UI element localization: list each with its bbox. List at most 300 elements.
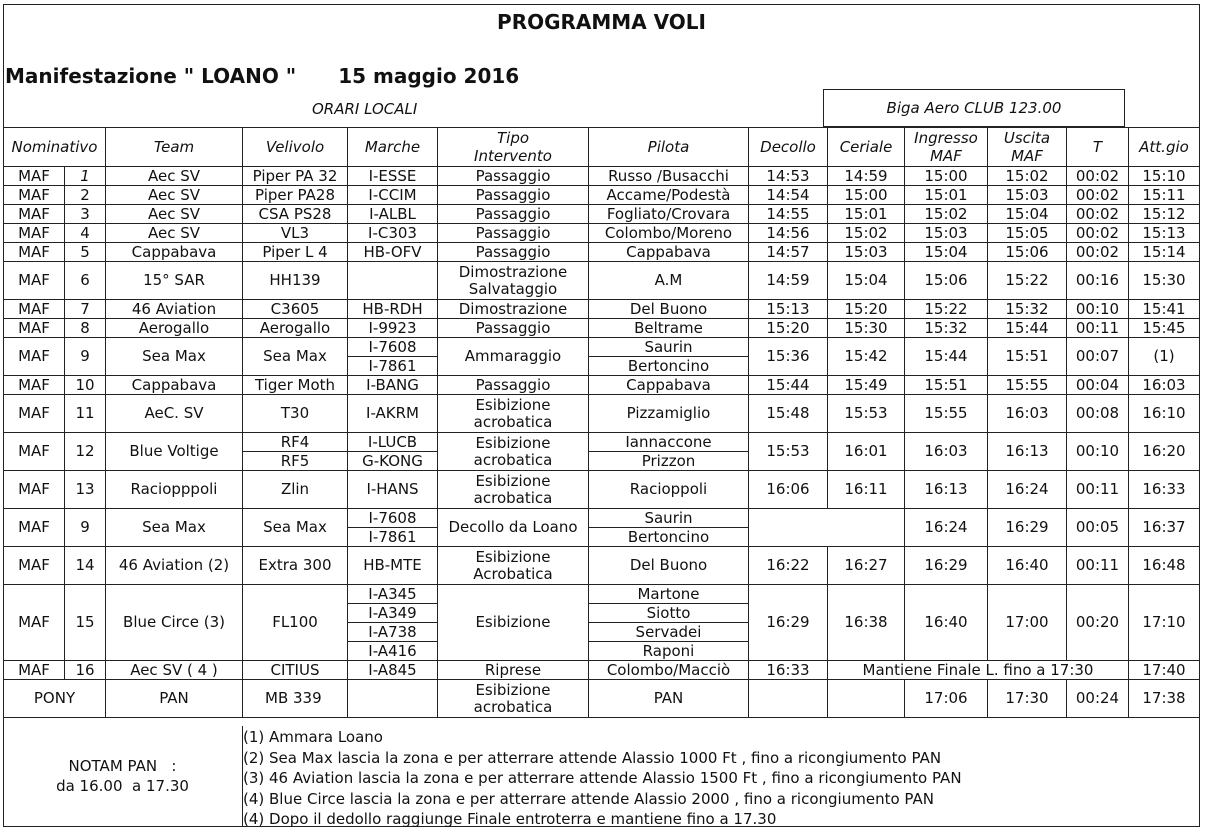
table-row [4,338,1200,357]
flight-programme-table [3,127,1200,718]
cell-team: Aec SV [106,205,243,224]
header-tipo [438,128,589,167]
cell-ingresso: 15:06 [905,262,988,300]
cell-velivolo: CSA PS28 [243,205,348,224]
cell-team: Aec SV [106,186,243,205]
cell-ingresso: 16:40 [905,585,988,661]
header-ingresso-line2: MAF [930,147,962,165]
notam-box [3,726,242,826]
cell-marche: I-ESSE [348,167,438,186]
cell-tipo-line1: Esibizione [475,433,551,452]
cell-ingresso: 15:22 [905,300,988,319]
cell-uscita: 15:06 [988,243,1067,262]
footnote: (1) Ammara Loano [243,728,383,746]
cell-decollo: 16:22 [749,547,828,585]
cell-marche: I-A738 [348,623,438,642]
cell-tipo [438,680,589,718]
cell-velivolo: Tiger Moth [243,376,348,395]
cell-decollo: 14:59 [749,262,828,300]
cell-ceriale: 15:49 [828,376,905,395]
table-row [4,661,1200,680]
cell-team: Raciopppoli [106,471,243,509]
cell-velivolo: MB 339 [243,680,348,718]
cell-marche: I-7608 [348,338,438,357]
header-tipo-line2: Intervento [474,147,552,165]
cell-number: 6 [65,262,106,300]
cell-tipo: Passaggio [438,224,589,243]
cell-number: 7 [65,300,106,319]
cell-marche: I-A349 [348,604,438,623]
table-row [4,262,1200,300]
cell-pilota: Bertoncino [589,357,749,376]
cell-nominativo: MAF [4,376,65,395]
cell-uscita: 15:05 [988,224,1067,243]
footnote: (4) Blue Circe lascia la zona e per atterrare attende Alassio 2000 , fino a ricongiumento PAN [243,789,934,808]
cell-marche: HB-RDH [348,300,438,319]
cell-marche: HB-MTE [348,547,438,585]
cell-attgio: 17:38 [1129,680,1200,718]
cell-tipo: Riprese [438,661,589,680]
cell-ceriale: 15:00 [828,186,905,205]
header-decollo: Decollo [749,128,828,167]
radio-frequency-box: Biga Aero CLUB 123.00 [823,89,1125,127]
cell-number: 13 [65,471,106,509]
cell-number: 8 [65,319,106,338]
cell-attgio: 15:30 [1129,262,1200,300]
cell-attgio: 16:48 [1129,547,1200,585]
cell-team: Aerogallo [106,319,243,338]
cell-decollo: 14:57 [749,243,828,262]
cell-number: 2 [65,186,106,205]
header-nominativo: Nominativo [4,128,106,167]
cell-decollo: 16:06 [749,471,828,509]
notam-line1: NOTAM PAN : [68,757,177,775]
cell-team: 46 Aviation (2) [106,547,243,585]
cell-marche: I-BANG [348,376,438,395]
cell-pilota: Prizzon [589,452,749,471]
cell-ingresso: 15:00 [905,167,988,186]
cell-ceriale: 15:01 [828,205,905,224]
cell-uscita: 15:51 [988,338,1067,376]
cell-velivolo: HH139 [243,262,348,300]
cell-team: Sea Max [106,509,243,547]
cell-t: 00:08 [1067,395,1129,433]
cell-pilota: Del Buono [589,300,749,319]
cell-tipo-line1: Esibizione [475,547,551,566]
cell-velivolo: FL100 [243,585,348,661]
cell-ceriale: 15:30 [828,319,905,338]
header-pilota: Pilota [589,128,749,167]
cell-tipo: Passaggio [438,243,589,262]
cell-tipo-line1: Esibizione [475,680,551,699]
cell-ingresso: 17:06 [905,680,988,718]
cell-tipo [438,471,589,509]
cell-team: Cappabava [106,376,243,395]
cell-nominativo: MAF [4,186,65,205]
cell-team: Blue Voltige [106,433,243,471]
cell-team: Aec SV [106,224,243,243]
cell-uscita: 16:03 [988,395,1067,433]
cell-velivolo: C3605 [243,300,348,319]
cell-velivolo: Piper PA28 [243,186,348,205]
cell-uscita: 17:00 [988,585,1067,661]
cell-tipo: Ammaraggio [438,338,589,376]
header-uscita-line1: Uscita [1003,129,1051,147]
cell-ingresso: 16:24 [905,509,988,547]
header-t: T [1067,128,1129,167]
notam-line2: da 16.00 a 17.30 [56,777,189,795]
cell-nominativo: MAF [4,395,65,433]
cell-ceriale: 15:53 [828,395,905,433]
cell-attgio: 15:41 [1129,300,1200,319]
cell-decollo: 14:53 [749,167,828,186]
cell-attgio: 16:33 [1129,471,1200,509]
cell-ingresso: 15:55 [905,395,988,433]
cell-pilota: Cappabava [589,243,749,262]
cell-tipo-line2: acrobatica [473,488,553,507]
cell-attgio: (1) [1129,338,1200,376]
cell-tipo [438,433,589,471]
cell-pilota: Colombo/Moreno [589,224,749,243]
cell-pilota: Bertoncino [589,528,749,547]
cell-pilota: A.M [589,262,749,300]
cell-team: 46 Aviation [106,300,243,319]
cell-marche: I-A345 [348,585,438,604]
table-row [4,205,1200,224]
cell-ingresso: 15:32 [905,319,988,338]
cell-marche: I-7861 [348,528,438,547]
table-header-row [4,128,1200,167]
cell-uscita: 15:04 [988,205,1067,224]
header-velivolo: Velivolo [243,128,348,167]
cell-t: 00:16 [1067,262,1129,300]
cell-marche [348,680,438,718]
cell-marche: HB-OFV [348,243,438,262]
cell-team: AeC. SV [106,395,243,433]
cell-marche: I-C303 [348,224,438,243]
cell-number: 5 [65,243,106,262]
event-date: 15 maggio 2016 [338,64,520,88]
cell-tipo: Passaggio [438,167,589,186]
cell-ceriale: 15:02 [828,224,905,243]
table-row [4,585,1200,604]
cell-tipo-line2: acrobatica [473,450,553,469]
cell-decollo: 16:29 [749,585,828,661]
cell-tipo-line2: acrobatica [473,697,553,716]
cell-velivolo: Extra 300 [243,547,348,585]
cell-attgio: 16:37 [1129,509,1200,547]
cell-uscita: 16:40 [988,547,1067,585]
header-ingresso-line1: Ingresso [914,129,978,147]
cell-velivolo: Piper L 4 [243,243,348,262]
cell-decollo: 15:48 [749,395,828,433]
cell-velivolo: Sea Max [243,338,348,376]
cell-ingresso: 16:29 [905,547,988,585]
cell-tipo: Passaggio [438,186,589,205]
local-times-label: ORARI LOCALI [312,100,418,118]
cell-pilota: Fogliato/Crovara [589,205,749,224]
cell-number: 4 [65,224,106,243]
cell-t: 00:02 [1067,167,1129,186]
cell-nominativo: MAF [4,471,65,509]
cell-tipo: Passaggio [438,376,589,395]
cell-pilota: Del Buono [589,547,749,585]
cell-uscita: 15:44 [988,319,1067,338]
cell-number: 9 [65,338,106,376]
cell-t: 00:11 [1067,547,1129,585]
cell-nominativo: MAF [4,243,65,262]
cell-marche: I-LUCB [348,433,438,452]
cell-nominativo: MAF [4,300,65,319]
cell-uscita: 15:22 [988,262,1067,300]
cell-velivolo: Piper PA 32 [243,167,348,186]
cell-attgio: 15:45 [1129,319,1200,338]
cell-marche: I-CCIM [348,186,438,205]
cell-decollo: 14:56 [749,224,828,243]
header-ingresso [905,128,988,167]
cell-nominativo: MAF [4,338,65,376]
cell-attgio: 16:20 [1129,433,1200,471]
cell-number: 1 [65,167,106,186]
cell-marche: I-ALBL [348,205,438,224]
cell-pilota: Martone [589,585,749,604]
table-row [4,319,1200,338]
cell-marche: I-AKRM [348,395,438,433]
cell-decollo: 15:13 [749,300,828,319]
cell-pilota: Cappabava [589,376,749,395]
cell-ingresso: 15:01 [905,186,988,205]
cell-tipo [438,547,589,585]
table-row [4,376,1200,395]
cell-attgio: 15:12 [1129,205,1200,224]
table-row [4,509,1200,528]
cell-decollo: 15:53 [749,433,828,471]
cell-pilota: Saurin [589,338,749,357]
header-ceriale: Ceriale [828,128,905,167]
cell-note: Mantiene Finale L. fino a 17:30 [828,661,1129,680]
table-row [4,547,1200,585]
cell-ingresso: 15:51 [905,376,988,395]
cell-pilota: Servadei [589,623,749,642]
footnote: (2) Sea Max lascia la zona e per atterrare attende Alassio 1000 Ft , fino a ricongiumento PAN [243,748,942,767]
cell-ceriale [828,680,905,718]
cell-pilota: Colombo/Macciò [589,661,749,680]
event-heading [5,64,519,88]
cell-nominativo: MAF [4,433,65,471]
footnote: (3) 46 Aviation lascia la zona e per atterrare attende Alassio 1500 Ft , fino a ricongiumento PAN [243,769,962,787]
cell-tipo-line1: Esibizione [475,471,551,490]
table-row [4,433,1200,452]
cell-tipo: Passaggio [438,319,589,338]
cell-tipo-line2: Salvataggio [468,279,558,298]
cell-t: 00:20 [1067,585,1129,661]
cell-pilota: Pizzamiglio [589,395,749,433]
header-uscita [988,128,1067,167]
header-attgio: Att.gio [1129,128,1200,167]
cell-marche: I-A845 [348,661,438,680]
cell-uscita: 16:24 [988,471,1067,509]
cell-attgio: 16:03 [1129,376,1200,395]
cell-nominativo: MAF [4,547,65,585]
cell-pilota: Raponi [589,642,749,661]
cell-nominativo: MAF [4,205,65,224]
cell-nominativo: MAF [4,585,65,661]
cell-nominativo: MAF [4,319,65,338]
cell-marche: I-9923 [348,319,438,338]
cell-tipo-line2: acrobatica [473,412,553,431]
cell-decollo [749,680,828,718]
cell-pilota: PAN [589,680,749,718]
cell-uscita: 15:02 [988,167,1067,186]
cell-t: 00:02 [1067,243,1129,262]
cell-t: 00:10 [1067,433,1129,471]
cell-marche [348,262,438,300]
cell-velivolo: Sea Max [243,509,348,547]
cell-t: 00:02 [1067,186,1129,205]
cell-marche: G-KONG [348,452,438,471]
event-name: Manifestazione " LOANO " [5,64,297,88]
cell-ceriale: 14:59 [828,167,905,186]
cell-pilota: Beltrame [589,319,749,338]
cell-t: 00:05 [1067,509,1129,547]
cell-t: 00:24 [1067,680,1129,718]
cell-pilota: Siotto [589,604,749,623]
cell-ceriale: 16:11 [828,471,905,509]
cell-team: Cappabava [106,243,243,262]
cell-ceriale: 16:38 [828,585,905,661]
cell-number: 12 [65,433,106,471]
cell-team: PAN [106,680,243,718]
cell-tipo-line2: Acrobatica [473,564,553,583]
cell-decollo-ceriale-empty [749,509,905,547]
cell-tipo: Esibizione [438,585,589,661]
cell-number: 14 [65,547,106,585]
cell-number: 16 [65,661,106,680]
cell-attgio: 16:10 [1129,395,1200,433]
cell-marche: I-A416 [348,642,438,661]
table-row [4,395,1200,433]
footnote: (4) Dopo il dedollo raggiunge Finale entroterra e mantiene fino a 17.30 [243,810,777,828]
cell-pilota: Iannaccone [589,433,749,452]
header-marche: Marche [348,128,438,167]
cell-t: 00:11 [1067,471,1129,509]
cell-attgio: 17:10 [1129,585,1200,661]
cell-tipo-line1: Esibizione [475,395,551,414]
cell-velivolo: VL3 [243,224,348,243]
cell-nominativo: MAF [4,167,65,186]
cell-velivolo: RF4 [243,433,348,452]
cell-decollo: 15:36 [749,338,828,376]
cell-number: 15 [65,585,106,661]
cell-nominativo: MAF [4,661,65,680]
header-uscita-line2: MAF [1011,147,1043,165]
cell-tipo: Passaggio [438,205,589,224]
cell-decollo: 14:54 [749,186,828,205]
cell-velivolo: Zlin [243,471,348,509]
cell-tipo [438,262,589,300]
header-team: Team [106,128,243,167]
cell-nominativo: MAF [4,509,65,547]
cell-ceriale: 16:27 [828,547,905,585]
cell-ingresso: 15:04 [905,243,988,262]
cell-ingresso: 16:13 [905,471,988,509]
cell-ceriale: 15:04 [828,262,905,300]
cell-uscita: 15:55 [988,376,1067,395]
page-title: PROGRAMMA VOLI [497,10,706,34]
cell-uscita: 16:13 [988,433,1067,471]
header-tipo-line1: Tipo [496,129,530,147]
cell-t: 00:10 [1067,300,1129,319]
cell-tipo: Decollo da Loano [438,509,589,547]
cell-decollo: 16:33 [749,661,828,680]
cell-ingresso: 15:02 [905,205,988,224]
cell-t: 00:07 [1067,338,1129,376]
cell-ingresso: 15:44 [905,338,988,376]
cell-nominativo: MAF [4,262,65,300]
cell-t: 00:04 [1067,376,1129,395]
cell-tipo: Dimostrazione [438,300,589,319]
cell-velivolo: CITIUS [243,661,348,680]
cell-t: 00:02 [1067,224,1129,243]
cell-attgio: 15:13 [1129,224,1200,243]
cell-tipo [438,395,589,433]
cell-pilota: Russo /Busacchi [589,167,749,186]
table-row [4,471,1200,509]
cell-t: 00:11 [1067,319,1129,338]
cell-velivolo: RF5 [243,452,348,471]
cell-ingresso: 16:03 [905,433,988,471]
cell-marche: I-HANS [348,471,438,509]
cell-ceriale: 16:01 [828,433,905,471]
cell-uscita: 15:03 [988,186,1067,205]
table-row [4,224,1200,243]
cell-uscita: 16:29 [988,509,1067,547]
cell-attgio: 15:14 [1129,243,1200,262]
cell-ingresso: 15:03 [905,224,988,243]
cell-t: 00:02 [1067,205,1129,224]
cell-marche: I-7861 [348,357,438,376]
cell-decollo: 15:20 [749,319,828,338]
cell-number: 11 [65,395,106,433]
cell-pilota: Saurin [589,509,749,528]
cell-attgio: 15:11 [1129,186,1200,205]
table-row [4,243,1200,262]
cell-number: 10 [65,376,106,395]
footnotes [243,727,962,830]
cell-ceriale: 15:42 [828,338,905,376]
cell-number: 3 [65,205,106,224]
cell-velivolo: T30 [243,395,348,433]
cell-ceriale: 15:20 [828,300,905,319]
cell-attgio: 15:10 [1129,167,1200,186]
cell-number: 9 [65,509,106,547]
cell-decollo: 15:44 [749,376,828,395]
cell-team: Aec SV ( 4 ) [106,661,243,680]
cell-pilota: Racioppoli [589,471,749,509]
cell-nominativo: MAF [4,224,65,243]
cell-uscita: 15:32 [988,300,1067,319]
table-row [4,300,1200,319]
cell-pilota: Accame/Podestà [589,186,749,205]
cell-uscita: 17:30 [988,680,1067,718]
cell-attgio: 17:40 [1129,661,1200,680]
cell-ceriale: 15:03 [828,243,905,262]
table-row [4,167,1200,186]
cell-decollo: 14:55 [749,205,828,224]
cell-tipo-line1: Dimostrazione [458,262,568,281]
cell-team: Blue Circe (3) [106,585,243,661]
cell-velivolo: Aerogallo [243,319,348,338]
